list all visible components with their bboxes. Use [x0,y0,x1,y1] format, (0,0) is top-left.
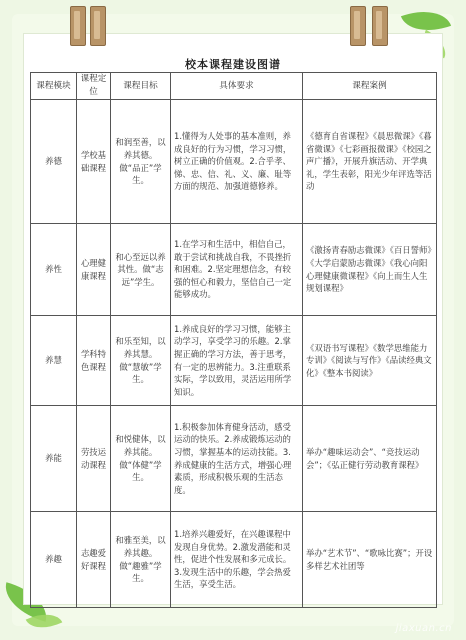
curriculum-table [30,72,437,608]
cell-position: 志趣爱好课程 [77,512,111,608]
table-row [31,224,437,316]
cell-cases: 《激扬青春励志微课》《百日誓师》《大学启蒙励志微课》《我心向阳心理健康微课程》《向上而生人生规划课程》 [303,224,437,316]
cell-module: 养趣 [31,512,77,608]
cell-cases: 举办“趣味运动会”、“竞技运动会”；《弘正健行劳动教育课程》 [303,406,437,512]
header-goal: 课程目标 [111,73,171,100]
binder-clip-right [90,6,106,46]
table-row [31,316,437,406]
binder-clip-right-3 [372,6,388,46]
cell-cases: 《德育自省课程》《晨思微课》《暮省微课》《七彩画报微课》《校园之声广播》，开展升旗活动、开学典礼，学生表彰，阳光少年评选等活动 [303,100,437,224]
cell-module: 养性 [31,224,77,316]
cell-goal: 和悦健体，以养其能。做“体健”学生。 [111,406,171,512]
cell-requirements: 1.培养兴趣爱好，在兴趣课程中发现自身优势。2.激发潜能和灵性，促进个性发展和多元成长。3.发现生活中的乐趣，学会热爱生活，享受生活。 [171,512,303,608]
table-row [31,100,437,224]
cell-requirements: 1.积极参加体育健身活动，感受运动的快乐。2.养成锻炼运动的习惯，掌握基本的运动技能。3.养成健康的生活方式，增强心理素质，形成积极乐观的生活态度。 [171,406,303,512]
cell-goal: 和雅至美，以养其趣。做“趣雅”学生。 [111,512,171,608]
table-row [31,512,437,608]
cell-goal: 和心至远以养其性。做“志远”学生。 [111,224,171,316]
table-row [31,406,437,512]
cell-requirements: 1.懂得为人处事的基本准则，养成良好的行为习惯，学习习惯，树立正确的价值观。2.合乎孝、悌、忠、信、礼、义、廉、耻等方面的规范、加强道德修养。 [171,100,303,224]
cell-position: 心理健康课程 [77,224,111,316]
header-position: 课程定位 [77,73,111,100]
cell-module: 养能 [31,406,77,512]
cell-module: 养德 [31,100,77,224]
cell-requirements: 1.养成良好的学习习惯，能够主动学习，享受学习的乐趣。2.掌握正确的学习方法，善于思考，有一定的思辨能力。3.注重联系实际，学以致用，灵活运用所学知识。 [171,316,303,406]
watermark: jiaxuan.cn [395,623,452,634]
cell-position: 学校基础课程 [77,100,111,224]
cell-position: 学科特色课程 [77,316,111,406]
cell-position: 劳技运动课程 [77,406,111,512]
table-header-row [31,73,437,100]
cell-cases: 《双语书写课程》《数学思维能力专训》《阅读与写作》《品读经典文化》《整本书阅读》 [303,316,437,406]
cell-goal: 和润至善，以养其德。做“品正”学生。 [111,100,171,224]
header-cases: 课程案例 [303,73,437,100]
binder-clip-right-2 [350,6,366,46]
cell-module: 养慧 [31,316,77,406]
binder-clip-left [70,6,86,46]
cell-requirements: 1.在学习和生活中，相信自己，敢于尝试和挑战自我，不畏挫折和困难。2.坚定理想信念，有较强的恒心和毅力，坚信自己一定能够成功。 [171,224,303,316]
cell-goal: 和乐至知，以养其慧。做“慧敏”学生。 [111,316,171,406]
cell-cases: 举办“艺术节”、“歌咏比赛”；开设多样艺术社团等 [303,512,437,608]
document-title: 校本课程建设图谱 [185,58,281,71]
header-requirements: 具体要求 [171,73,303,100]
header-module: 课程模块 [31,73,77,100]
